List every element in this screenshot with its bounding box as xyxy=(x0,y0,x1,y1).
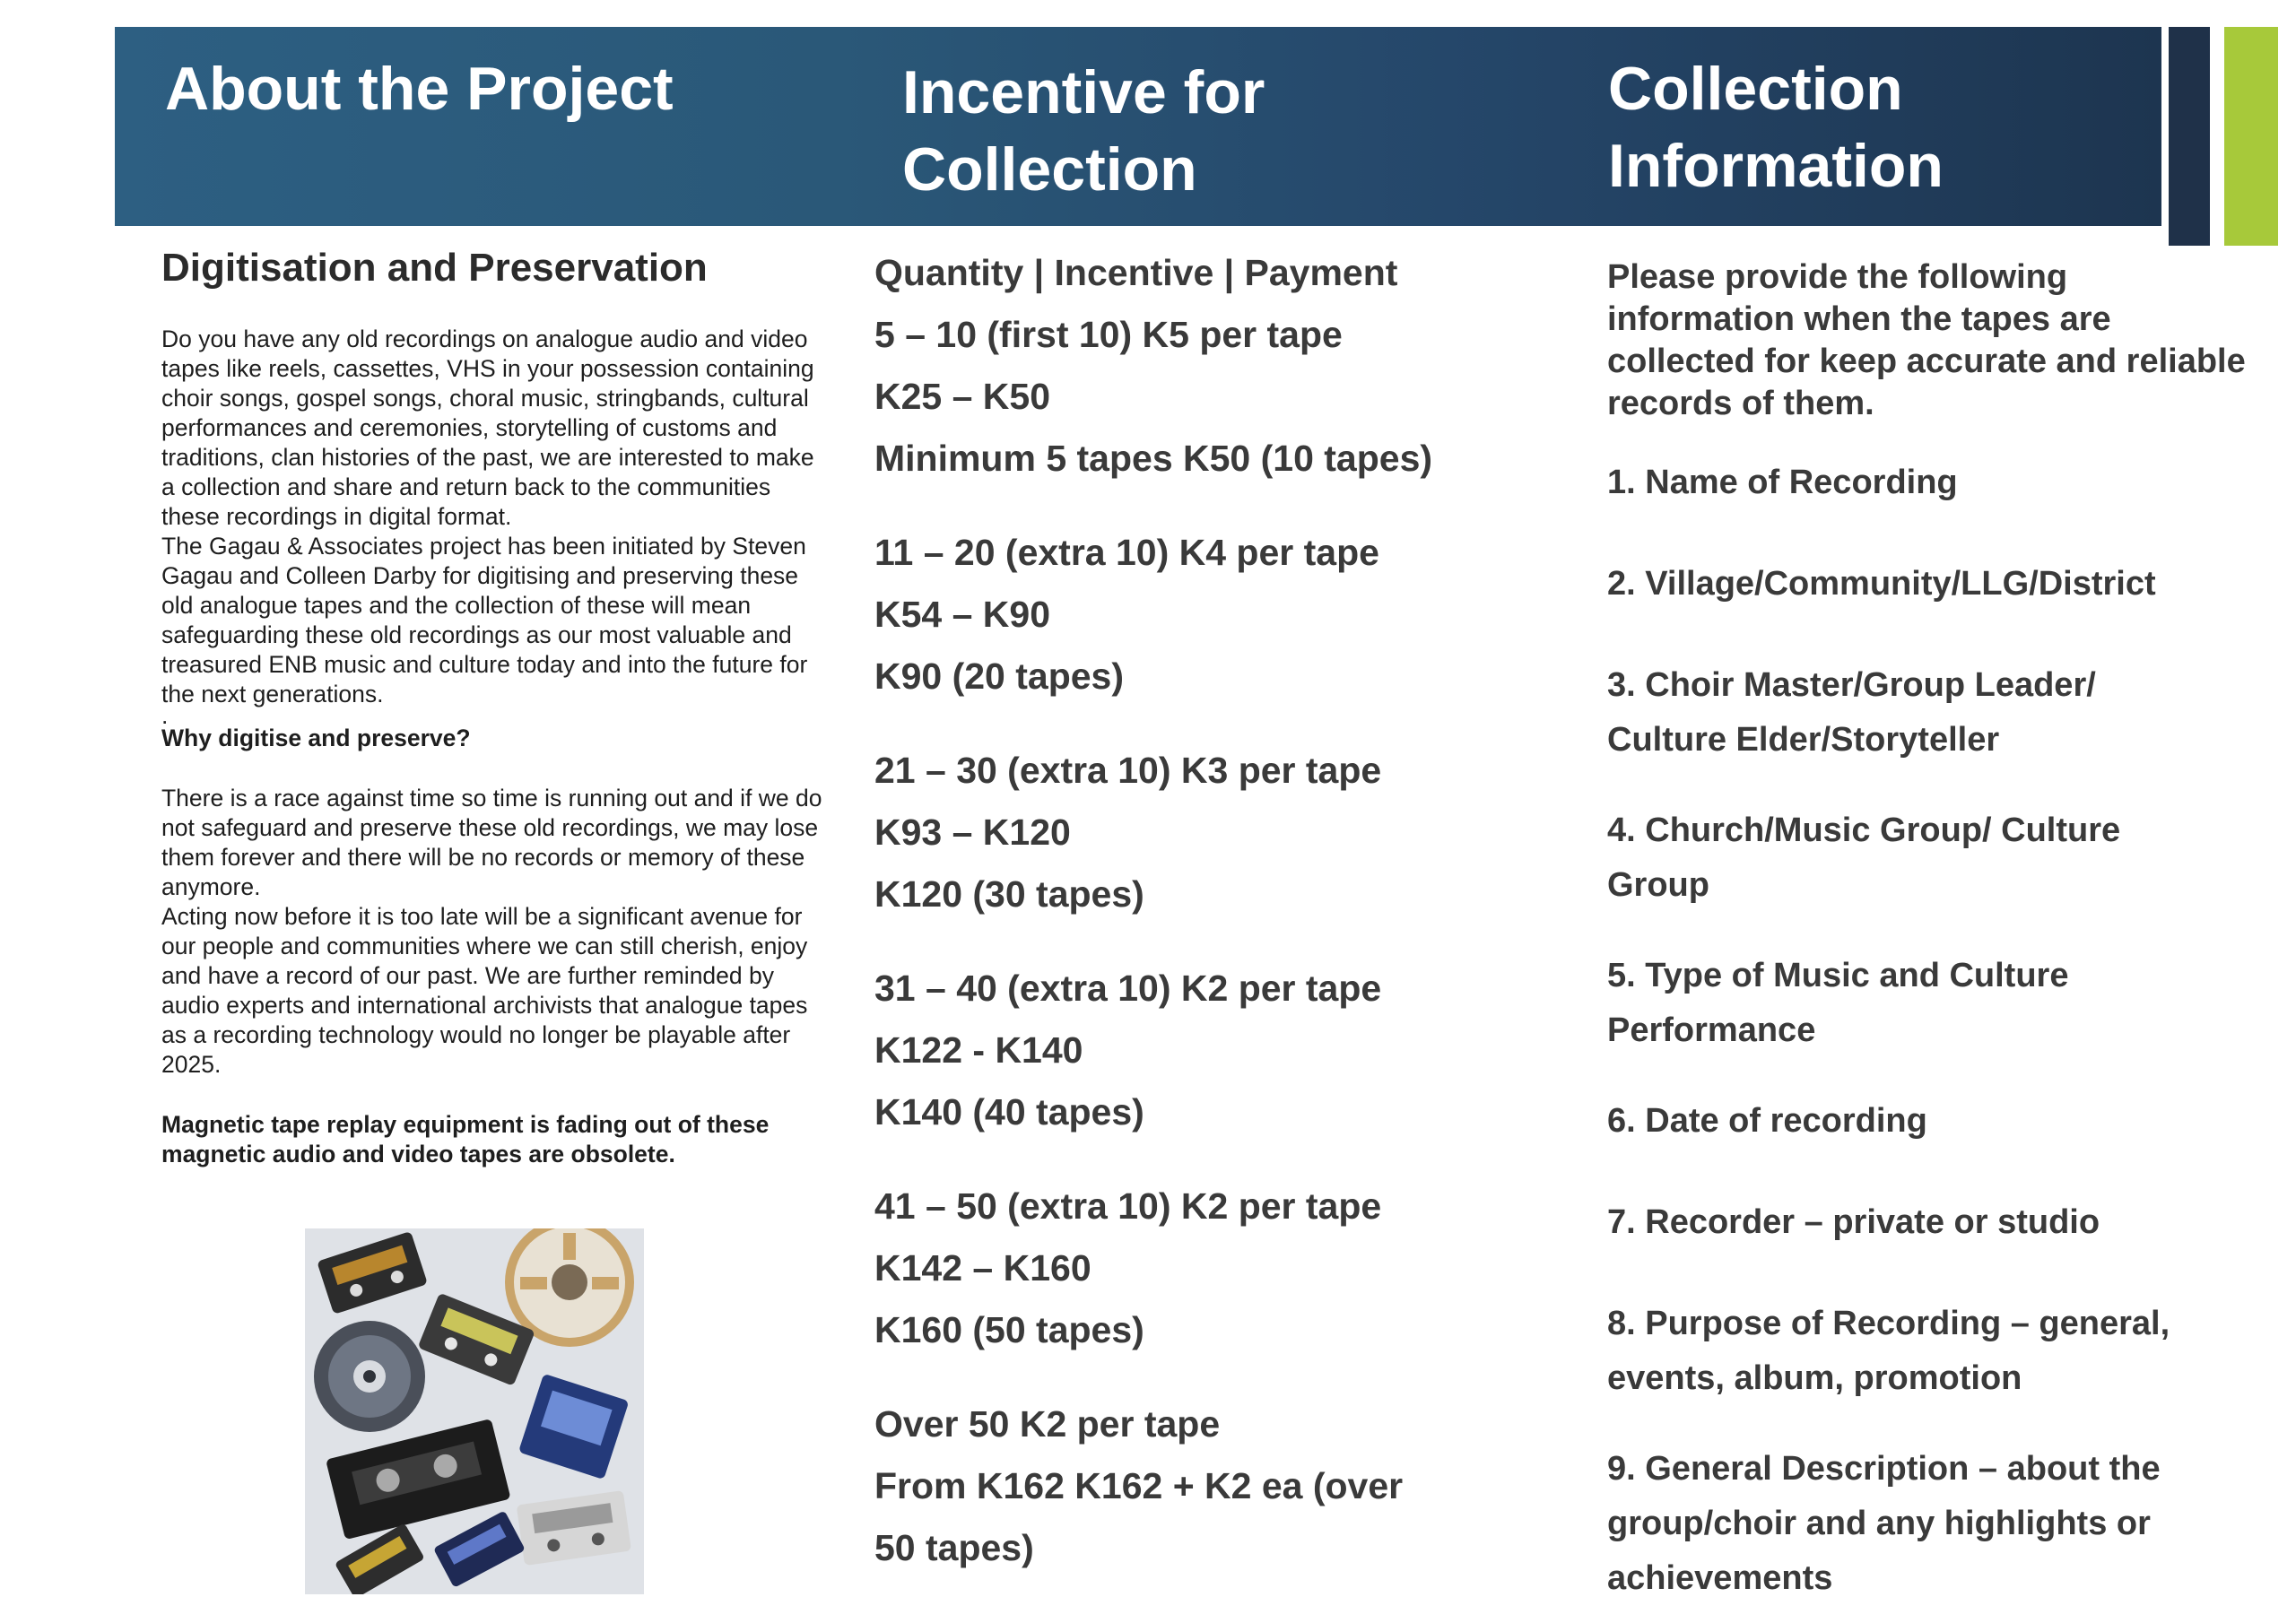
collection-title xyxy=(1608,50,1944,204)
info-item: 3. Choir Master/Group Leader/ xyxy=(1607,666,2096,704)
incentive-line: K140 (40 tapes) xyxy=(874,1091,1144,1133)
digitisation-heading: Digitisation and Preservation xyxy=(161,246,708,290)
incentive-line: K54 – K90 xyxy=(874,594,1051,635)
incentive-line: Over 50 K2 per tape xyxy=(874,1403,1221,1445)
info-item: Performance xyxy=(1607,1011,1816,1049)
info-item: 8. Purpose of Recording – general, xyxy=(1607,1305,2170,1342)
info-item: events, album, promotion xyxy=(1607,1359,2022,1397)
collection-title-line1: Collection xyxy=(1608,55,1903,123)
info-item: 9. General Description – about the xyxy=(1607,1450,2161,1488)
incentive-line: 21 – 30 (extra 10) K3 per tape xyxy=(874,750,1382,791)
incentive-title-line1: Incentive for xyxy=(902,58,1265,126)
incentive-line: From K162 K162 + K2 ea (over xyxy=(874,1465,1404,1506)
incentive-line: K142 – K160 xyxy=(874,1247,1091,1289)
header-band xyxy=(115,27,2161,226)
about-column xyxy=(161,242,825,1169)
incentive-line: K90 (20 tapes) xyxy=(874,655,1125,697)
incentive-line: 11 – 20 (extra 10) K4 per tape xyxy=(874,532,1379,573)
incentive-line: K160 (50 tapes) xyxy=(874,1309,1144,1350)
incentive-line: 50 tapes) xyxy=(874,1527,1034,1568)
why-heading: Why digitise and preserve? xyxy=(161,725,471,751)
side-stripe-dark xyxy=(2169,27,2210,246)
info-item: 7. Recorder – private or studio xyxy=(1607,1203,2100,1241)
incentive-header-row: Quantity | Incentive | Payment xyxy=(874,252,1398,293)
incentive-line: 31 – 40 (extra 10) K2 per tape xyxy=(874,968,1382,1009)
incentive-column xyxy=(874,242,1529,1579)
incentive-line: K25 – K50 xyxy=(874,376,1051,417)
info-item: 6. Date of recording xyxy=(1607,1102,1927,1140)
incentive-line: K120 (30 tapes) xyxy=(874,873,1144,915)
info-item: Group xyxy=(1607,866,1709,904)
about-paragraph-4: Acting now before it is too late will be a significant avenue for our people and communities where we can still cherish, enjoy and have a record of our past. We are further reminded by audio experts and international archivists that analogue tapes as a recording technology would no longer be playable after 2025. xyxy=(161,903,808,1078)
info-item: 2. Village/Community/LLG/District xyxy=(1607,565,2156,603)
collection-intro: Please provide the following information when the tapes are collected for keep accurate and reliable records of them. xyxy=(1607,258,2246,422)
incentive-title xyxy=(902,54,1265,208)
info-item: 4. Church/Music Group/ Culture xyxy=(1607,812,2121,849)
incentive-title-line2: Collection xyxy=(902,135,1197,204)
incentive-line: 5 – 10 (first 10) K5 per tape xyxy=(874,314,1343,355)
magnetic-note: Magnetic tape replay equipment is fading out of these magnetic audio and video tapes are obsolete. xyxy=(161,1111,770,1167)
about-paragraph-3: There is a race against time so time is running out and if we do not safeguard and preserve these old recordings, we may lose them forever and there will be no records or memory of these anymore. xyxy=(161,785,822,900)
collection-title-line2: Information xyxy=(1608,132,1944,200)
tapes-illustration-icon xyxy=(305,1228,644,1594)
info-item: group/choir and any highlights or xyxy=(1607,1505,2151,1542)
about-dot: . xyxy=(161,702,169,729)
about-paragraph-2: The Gagau & Associates project has been initiated by Steven Gagau and Colleen Darby for digitising and preserving these old analogue tapes and the collection of these will mean safeguarding these old recordings as our most valuable and treasured ENB music and culture today and into the future for the next generations. xyxy=(161,533,808,707)
incentive-line: 41 – 50 (extra 10) K2 per tape xyxy=(874,1185,1382,1227)
incentive-line: Minimum 5 tapes K50 (10 tapes) xyxy=(874,438,1433,479)
info-item: achievements xyxy=(1607,1559,1833,1596)
about-paragraph-1: Do you have any old recordings on analogue audio and video tapes like reels, cassettes, VHS in your possession containing choir songs, gospel songs, choral music, stringbands, cultural performances and ceremonies, storytelling of customs and traditions, clan histories of the past, we are interested to make a collection and share and return back to the communities these recordings in digital format. xyxy=(161,325,814,530)
info-item: 1. Name of Recording xyxy=(1607,464,1958,501)
incentive-line: K122 - K140 xyxy=(874,1029,1083,1071)
collection-column xyxy=(1607,242,2253,1596)
incentive-line: K93 – K120 xyxy=(874,812,1071,853)
info-item: 5. Type of Music and Culture xyxy=(1607,957,2069,994)
tapes-photo xyxy=(305,1228,644,1594)
side-stripe-lime xyxy=(2224,27,2278,246)
info-item: Culture Elder/Storyteller xyxy=(1607,721,2000,759)
about-title: About the Project xyxy=(165,55,674,123)
